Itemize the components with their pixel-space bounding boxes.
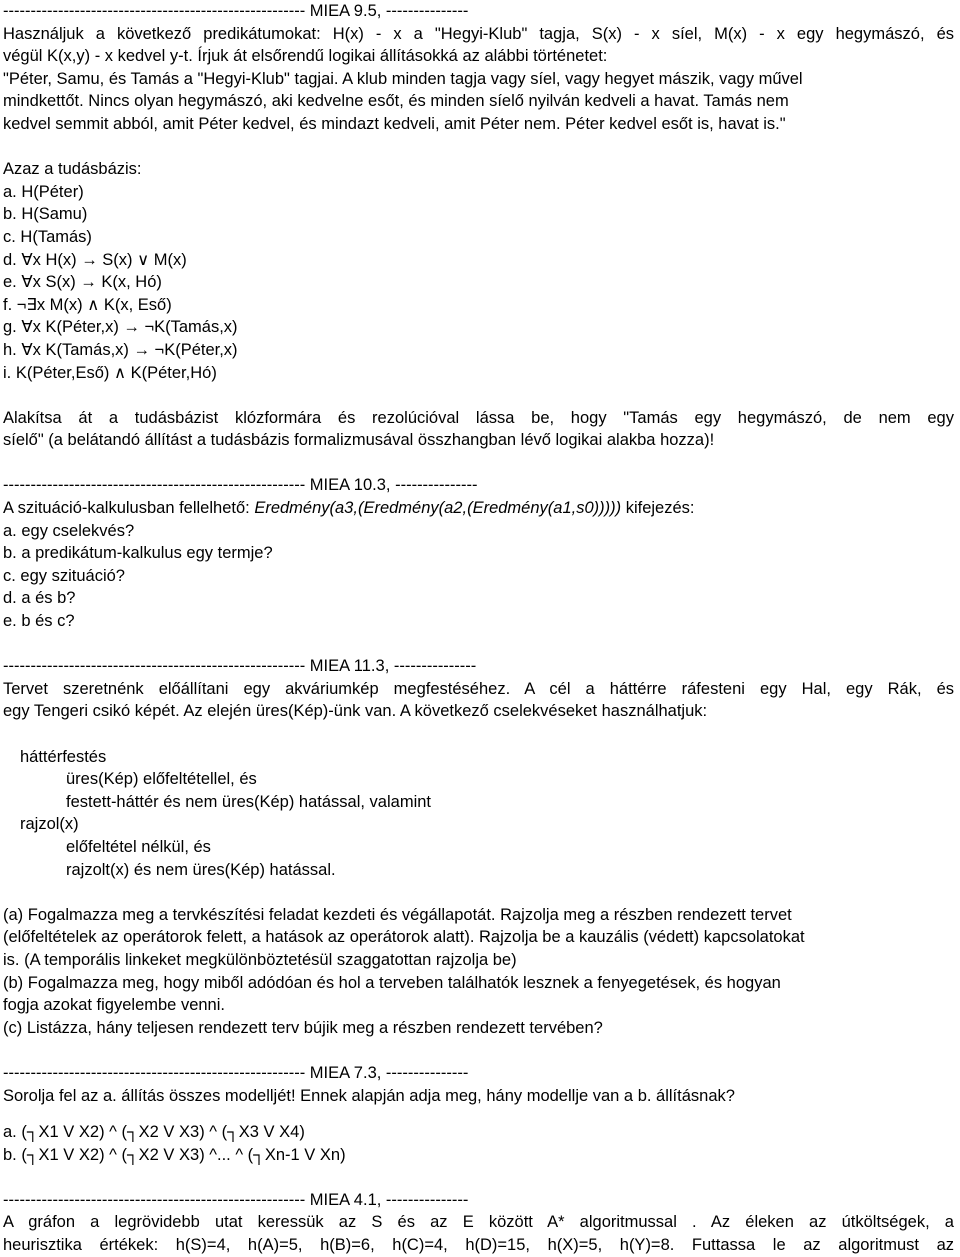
miea-9-5-intro-line: Használjuk a következő predikátumokat: H(x) - x a "Hegyi-Klub" tagja, S(x) - x síel, M(x) - x egy hegymászó, és xyxy=(3,24,954,43)
miea-7-3-intro: Sorolja fel az a. állítás összes modelljét! Ennek alapján adja meg, hány modellje van a b. állításnak? xyxy=(3,1086,735,1105)
kb-item: f. ¬∃x M(x) ∧ K(x, Eső) xyxy=(3,295,172,314)
miea-9-5-intro-line: végül K(x,y) - x kedvel y-t. Írjuk át elsőrendű logikai állításokká az alábbi történetet: xyxy=(3,47,608,66)
miea-11-3-part-line: (előfeltételek az operátorok felett, a hatások az operátorok alatt). Rajzolja be a kauzális (védett) kapcsolatokat xyxy=(3,928,805,947)
kb-item: c. H(Tamás) xyxy=(3,227,92,246)
question-prefix: A szituáció-kalkulusban fellelhető: xyxy=(3,499,255,518)
action-detail: festett-háttér és nem üres(Kép) hatással, valamint xyxy=(66,792,431,811)
action-detail: rajzolt(x) és nem üres(Kép) hatással. xyxy=(66,860,336,879)
miea-7-3-header: ------------------------------------------------------- MIEA 7.3, --------------- xyxy=(3,1063,469,1082)
miea-11-3-intro-line: egy Tengeri csikó képét. Az elején üres(Kép)-ünk van. A következő cselekvéseket használhatjuk: xyxy=(3,702,708,721)
kb-item: b. H(Samu) xyxy=(3,205,88,224)
miea-9-5-intro-line: kedvel semmit abból, amit Péter kedvel, és mindazt kedveli, amit Péter nem. Péter kedvel esőt is, havat is." xyxy=(3,114,786,133)
answer-option: d. a és b? xyxy=(3,589,76,608)
miea-4-1-line: A gráfon a legrövidebb utat keressük az S és az E között A* algoritmussal . Az éleken az útköltségek, a xyxy=(3,1213,954,1232)
miea-9-5-intro-line: "Péter, Samu, és Tamás a "Hegyi-Klub" tagjai. A klub minden tagja vagy síel, vagy hegyet mászik, vagy művel xyxy=(3,69,803,88)
action-detail: előfeltétel nélkül, és xyxy=(66,837,211,856)
miea-11-3-part-line: (b) Fogalmazza meg, hogy miből adódóan és hol a terveben találhatók lesznek a fenyegetések, és hogyan xyxy=(3,973,781,992)
action-name: rajzol(x) xyxy=(20,815,79,834)
miea-11-3-part-line: is. (A temporális linkeket megkülönböztetésül szaggatottan rajzolja be) xyxy=(3,950,517,969)
miea-11-3-header: ------------------------------------------------------- MIEA 11.3, --------------- xyxy=(3,657,477,676)
knowledge-base-title: Azaz a tudásbázis: xyxy=(3,160,142,179)
miea-10-3-header: ------------------------------------------------------- MIEA 10.3, --------------- xyxy=(3,476,478,495)
formula-item: b. (┐X1 V X2) ^ (┐X2 V X3) ^... ^ (┐Xn-1 V Xn) xyxy=(3,1145,346,1164)
action-detail: üres(Kép) előfeltétellel, és xyxy=(66,770,257,789)
miea-9-5-task-line: Alakítsa át a tudásbázist klózformára és rezolúcióval lássa be, hogy "Tamás egy hegymászó, de nem egy xyxy=(3,408,954,427)
formula-item: a. (┐X1 V X2) ^ (┐X2 V X3) ^ (┐X3 V X4) xyxy=(3,1123,305,1142)
question-suffix: kifejezés: xyxy=(621,499,695,518)
kb-item: g. ∀x K(Péter,x) → ¬K(Tamás,x) xyxy=(3,318,238,337)
miea-11-3-part-line: fogja azokat figyelembe venni. xyxy=(3,996,225,1015)
miea-4-1-line: heurisztika értékek: h(S)=4, h(A)=5, h(B)=6, h(C)=4, h(D)=15, h(X)=5, h(Y)=8. Futtassa le az algoritmust az xyxy=(3,1236,954,1255)
document-page xyxy=(3,0,954,1257)
miea-4-1-header: ------------------------------------------------------- MIEA 4.1, --------------- xyxy=(3,1190,469,1209)
miea-11-3-part-line: (c) Listázza, hány teljesen rendezett terv bújik meg a részben rendezett tervében? xyxy=(3,1018,603,1037)
miea-10-3-question xyxy=(3,497,954,520)
miea-11-3-part-line: (a) Fogalmazza meg a tervkészítési feladat kezdeti és végállapotát. Rajzolja meg a részben rendezett tervet xyxy=(3,905,792,924)
kb-item: d. ∀x H(x) → S(x) ∨ M(x) xyxy=(3,250,187,269)
kb-item: h. ∀x K(Tamás,x) → ¬K(Péter,x) xyxy=(3,340,238,359)
answer-option: e. b és c? xyxy=(3,612,75,631)
answer-option: c. egy szituáció? xyxy=(3,566,125,585)
miea-9-5-intro-line: mindkettőt. Nincs olyan hegymászó, aki kedvelne esőt, és minden síelő nyilván kedveli a havat. Tamás nem xyxy=(3,92,789,111)
miea-9-5-header: ------------------------------------------------------- MIEA 9.5, --------------- xyxy=(3,2,469,20)
question-expression: Eredmény(a3,(Eredmény(a2,(Eredmény(a1,s0))))) xyxy=(254,499,622,518)
kb-item: e. ∀x S(x) → K(x, Hó) xyxy=(3,273,162,292)
miea-11-3-intro-line: Tervet szeretnénk előállítani egy akváriumkép megfestéséhez. A cél a háttérre ráfesteni egy Hal, egy Rák, és xyxy=(3,679,954,698)
miea-9-5-task-line: síelő" (a belátandó állítást a tudásbázis formalizmusával összhangban lévő logikai alakba hozza)! xyxy=(3,431,715,450)
answer-option: a. egy cselekvés? xyxy=(3,521,135,540)
answer-option: b. a predikátum-kalkulus egy termje? xyxy=(3,544,273,563)
kb-item: a. H(Péter) xyxy=(3,182,84,201)
action-name: háttérfestés xyxy=(20,747,107,766)
kb-item: i. K(Péter,Eső) ∧ K(Péter,Hó) xyxy=(3,363,217,382)
